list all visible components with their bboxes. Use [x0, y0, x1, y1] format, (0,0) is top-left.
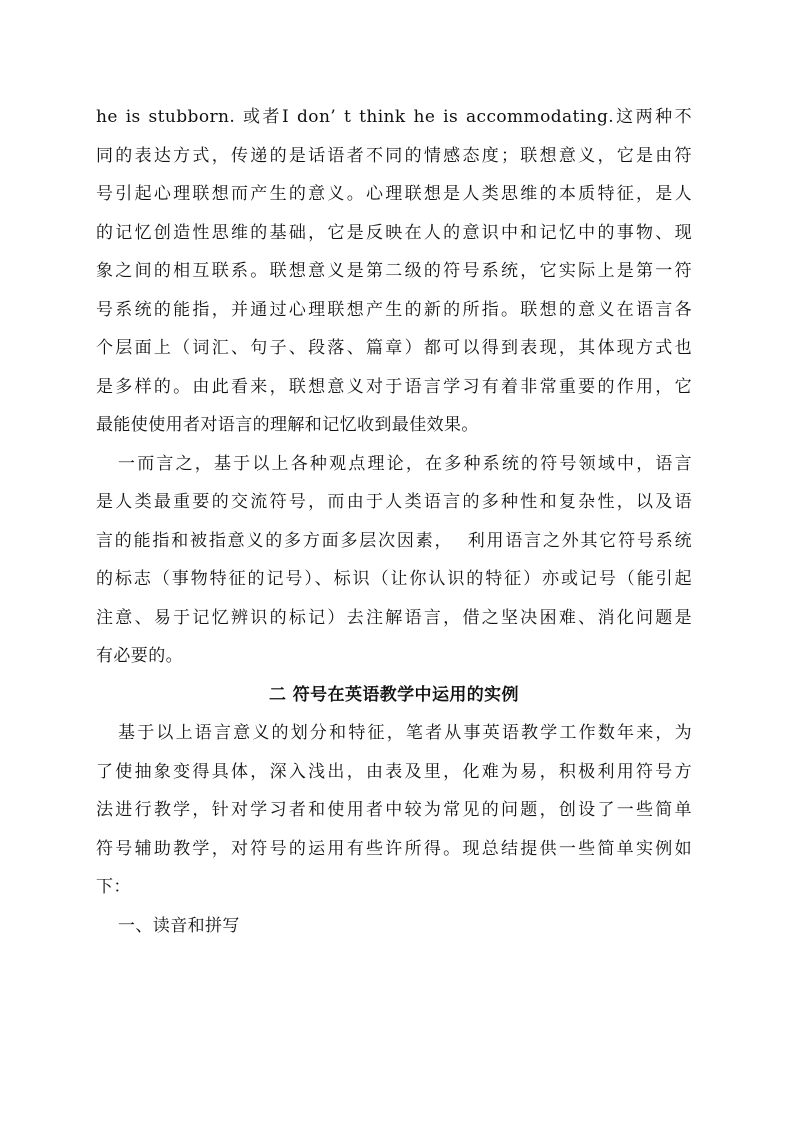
- text-line: 象之间的相互联系。联想意义是第二级的符号系统，它实际上是第一符: [96, 261, 692, 281]
- text-line: 了使抽象变得具体，深入浅出，由表及里，化难为易，积极利用符号方: [96, 761, 692, 782]
- text-line: 号引起心理联想而产生的意义。心理联想是人类思维的本质特征，是人: [96, 184, 692, 204]
- text-line: 的标志（事物特征的记号）、标识（让你认识的特征）亦或记号（能引起: [96, 569, 692, 589]
- document-page: [96, 98, 692, 945]
- text-line: 符号辅助教学，对符号的运用有些许所得。现总结提供一些简单实例如: [96, 838, 692, 859]
- subsection-heading: 一、读音和拼写: [118, 915, 240, 936]
- text-line: 是多样的。由此看来，联想意义对于语言学习有着非常重要的作用，它: [96, 376, 692, 397]
- text-line: 下：: [96, 877, 131, 897]
- text-line: 言的能指和被指意义的多方面多层次因素， 利用语言之外其它符号系统: [96, 530, 692, 551]
- text-line: 有必要的。: [96, 646, 183, 666]
- text-line: 最能使使用者对语言的理解和记忆收到最佳效果。: [96, 415, 479, 435]
- paragraph-examples-intro: [96, 714, 692, 907]
- paragraph-associative-meaning: [96, 98, 692, 445]
- text-line: 注意、易于记忆辨识的标记）去注解语言，借之坚决困难、消化问题是: [96, 607, 692, 628]
- text-line: he is stubborn. 或者I don’ t think he is accommodating.这两种不: [96, 107, 692, 127]
- text-line: 基于以上语言意义的划分和特征，笔者从事英语教学工作数年来，为: [118, 723, 692, 743]
- text-line: 个层面上（词汇、句子、段落、篇章）都可以得到表现，其体现方式也: [96, 338, 692, 358]
- text-line: 同的表达方式，传递的是话语者不同的情感态度；联想意义，它是由符: [96, 145, 692, 166]
- text-line: 一而言之，基于以上各种观点理论，在多种系统的符号领域中，语言: [118, 453, 692, 474]
- text-line: 是人类最重要的交流符号，而由于人类语言的多种性和复杂性，以及语: [96, 492, 692, 512]
- text-line: 的记忆创造性思维的基础，它是反映在人的意识中和记忆中的事物、现: [96, 222, 692, 243]
- text-line: 号系统的能指，并通过心理联想产生的新的所指。联想的意义在语言各: [96, 299, 692, 320]
- text-line: 法进行教学，针对学习者和使用者中较为常见的问题，创设了一些简单: [96, 800, 692, 820]
- section-heading: 二 符号在英语教学中运用的实例: [269, 684, 519, 705]
- paragraph-summary: [96, 445, 692, 676]
